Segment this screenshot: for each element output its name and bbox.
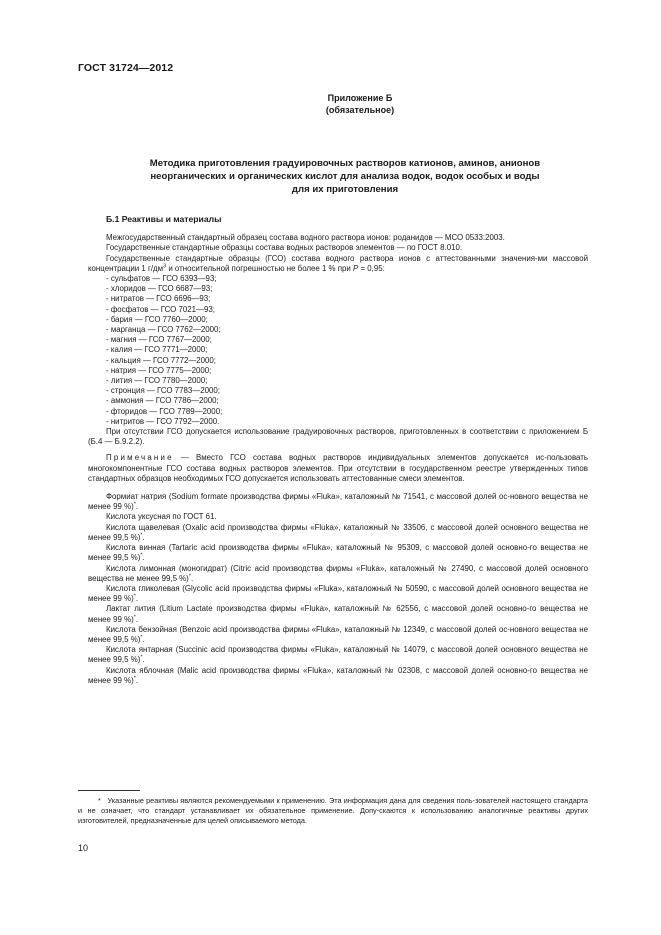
footnote-reference: *: [133, 593, 136, 600]
gso-list-item: - аммония — ГСО 7786—2000;: [106, 396, 219, 406]
annex-status: (обязательное): [325, 105, 395, 115]
gso-list-item: - нитритов — ГСО 7792—2000.: [106, 416, 220, 426]
reagent-item: Кислота винная (Tartaric acid производства фирмы «Fluka», каталожный № 95309, с массовой долей основно-го вещества не менее 99,5 %)*.: [88, 543, 588, 563]
gso-list-item: - натрия — ГСО 7775—2000;: [106, 365, 212, 375]
reagent-item: Лактат лития (Litium Lactate производства фирмы «Fluka», каталожный № 62556, с массовой долей основно-го вещества не менее 99 %)*.: [88, 604, 588, 624]
title-line-2: неорганических и органических кислот для анализа водок, водок особых и воды: [150, 171, 540, 183]
gso-list-item: - кальция — ГСО 7772—2000;: [106, 355, 216, 365]
reagent-text: Кислота гликолевая (Glycolic acid производства фирмы «Fluka», каталожный № 50590, с массовой долей основного вещества не менее 99 %): [88, 583, 588, 604]
document-body: [88, 214, 588, 686]
reagent-text: Кислота винная (Tartaric acid производства фирмы «Fluka», каталожный № 95309, с массовой долей основно-го вещества не менее 99,5 %): [88, 543, 588, 563]
reagent-text: Кислота яблочная (Malic acid производства фирмы «Fluka», каталожный № 02308, с массовой долей основно-го вещества не менее 99 %): [88, 665, 588, 685]
gso-list-item: - бария — ГСО 7760—2000;: [106, 314, 208, 324]
gso-list-item: - нитратов — ГСО 6696—93;: [106, 294, 211, 304]
footnote-reference: *: [140, 654, 143, 661]
note-paragraph: [88, 453, 588, 484]
gso-list-item: - фторидов — ГСО 7789—2000;: [106, 406, 223, 416]
gso-text-a: Государственные стандартные образцы (ГСО) состава водного раствора ионов с аттестованными значения-ми массовой концентрации 1 г/дм: [88, 253, 588, 273]
reagent-list: [88, 492, 588, 686]
reagent-text: Кислота бензойная (Benzoic acid производства фирмы «Fluka», каталожный № 12349, с массовой долей ос-новного вещества не менее 99,5 %): [88, 624, 588, 644]
paragraph-gost-8010: Государственные стандартные образцы состава водных растворов элементов — по ГОСТ 8.010.: [106, 243, 463, 253]
reagent-text: Кислота янтарная (Succinic acid производства фирмы «Fluka», каталожный № 14079, с массовой долей основного вещества не менее 99,5 %): [88, 645, 588, 665]
gso-variable: P: [353, 263, 359, 273]
reagent-item: Кислота лимонная (моногидрат) (Citric acid производства фирмы «Fluka», каталожный № 27490, с массовой долей основного вещества не менее 99,5 %)*.: [88, 563, 588, 583]
gso-list-item: - калия — ГСО 7771—2000;: [106, 345, 208, 355]
reagent-item: [88, 512, 588, 522]
gso-list-item: - магния — ГСО 7767—2000;: [106, 335, 212, 345]
footnote-reference: *: [133, 613, 136, 620]
gso-list: [88, 274, 588, 427]
gso-list-item: - сульфатов — ГСО 6393—93;: [106, 274, 217, 284]
reagent-item: Кислота щавелевая (Oxalic acid производства фирмы «Fluka», каталожный № 33506, с массовой долей основного вещества не менее 99,5 %)*.: [88, 522, 588, 542]
reagent-item: Кислота бензойная (Benzoic acid производства фирмы «Fluka», каталожный № 12349, с массовой долей ос-новного вещества не менее 99,5 %)*.: [88, 624, 588, 644]
annex-heading: [290, 92, 430, 116]
footnote-reference: *: [140, 552, 143, 559]
reagent-item: Кислота яблочная (Malic acid производства фирмы «Fluka», каталожный № 02308, с массовой долей основно-го вещества не менее 99 %)*.: [88, 665, 588, 685]
footnote-text: Указанные реактивы являются рекомендуемыми к применению. Эта информация дана для сведения поль-зователей настоящего стандарта и не означает, что стандарт устанавливает их обязательное применение. Допу-скаются к использованию аналогичные реактивы других изготовителей, предназначенные для целей описываемого метода.: [78, 796, 588, 825]
paragraph-mso: Межгосударственный стандартный образец состава водного раствора ионов: роданидов — МСО 0533:2003.: [106, 233, 505, 243]
gso-text-c: = 0,95:: [358, 263, 385, 273]
gso-text-b: и относительной погрешностью не более 1 % при: [166, 263, 354, 273]
reagent-text: Кислота уксусная по ГОСТ 61.: [106, 512, 217, 522]
note-label: Примечание: [106, 453, 174, 463]
reagent-item: Формиат натрия (Sodium formate производства фирмы «Fluka», каталожный № 71541, с массовой долей ос-новного вещества не менее 99 %)*.: [88, 492, 588, 512]
footnote-mark: *: [98, 796, 101, 805]
document-title: [100, 157, 590, 197]
footnote-reference: *: [140, 532, 143, 539]
footnote: [78, 796, 588, 826]
gso-list-item: - хлоридов — ГСО 6687—93;: [106, 284, 213, 294]
page-number: 10: [78, 843, 89, 853]
section-heading: Б.1 Реактивы и материалы: [106, 214, 222, 224]
reagent-text: Кислота лимонная (моногидрат) (Citric acid производства фирмы «Fluka», каталожный № 27490, с массовой долей основного вещества не менее 99,5 %): [88, 563, 588, 583]
gso-superscript: 3: [163, 263, 167, 270]
reagent-item: Кислота гликолевая (Glycolic acid производства фирмы «Fluka», каталожный № 50590, с массовой долей основного вещества не менее 99 %)*.: [88, 583, 588, 604]
gso-list-item: - марганца — ГСО 7762—2000;: [106, 325, 221, 335]
paragraph-gso: [88, 254, 588, 274]
title-line-3: для их приготовления: [291, 184, 399, 196]
standard-header: ГОСТ 31724—2012: [78, 62, 174, 74]
reagent-text: Кислота щавелевая (Oxalic acid производства фирмы «Fluka», каталожный № 33506, с массовой долей основного вещества не менее 99,5 %): [88, 522, 588, 542]
gso-list-item: - лития — ГСО 7780—2000;: [106, 376, 208, 386]
footnote-reference: *: [133, 501, 136, 508]
paragraph-no-gso: При отсутствии ГСО допускается использование градуировочных растворов, приготовленных в соответствии с приложением Б (Б.4 — Б.9.2.2).: [88, 427, 588, 447]
footnote-reference: *: [133, 675, 136, 682]
reagent-item: Кислота янтарная (Succinic acid производства фирмы «Fluka», каталожный № 14079, с массовой долей основного вещества не менее 99,5 %)*.: [88, 645, 588, 665]
note-text: — Вместо ГСО состава водных растворов индивидуальных элементов допускается ис-пользовать многокомпонентные ГСО состава водных растворов элементов. При отсутствии в государственном реестре утвержденных типов стандартных образцов необходимых ГСО допускается использовать аттестованные смеси элементов.: [88, 453, 588, 483]
reagent-text: Формиат натрия (Sodium formate производства фирмы «Fluka», каталожный № 71541, с массовой долей ос-новного вещества не менее 99 %): [88, 492, 588, 512]
footnote-reference: *: [188, 573, 191, 580]
title-line-1: Методика приготовления градуировочных растворов катионов, аминов, анионов: [149, 158, 541, 169]
gso-list-item: - фосфатов — ГСО 7021—93;: [106, 304, 215, 314]
footnote-divider: [78, 790, 140, 791]
reagent-text: Лактат лития (Litium Lactate производства фирмы «Fluka», каталожный № 62556, с массовой долей основно-го вещества не менее 99 %): [88, 604, 588, 624]
footnote-reference: *: [140, 634, 143, 641]
gso-list-item: - стронция — ГСО 7783—2000;: [106, 386, 220, 396]
annex-title: Приложение Б: [327, 93, 393, 103]
